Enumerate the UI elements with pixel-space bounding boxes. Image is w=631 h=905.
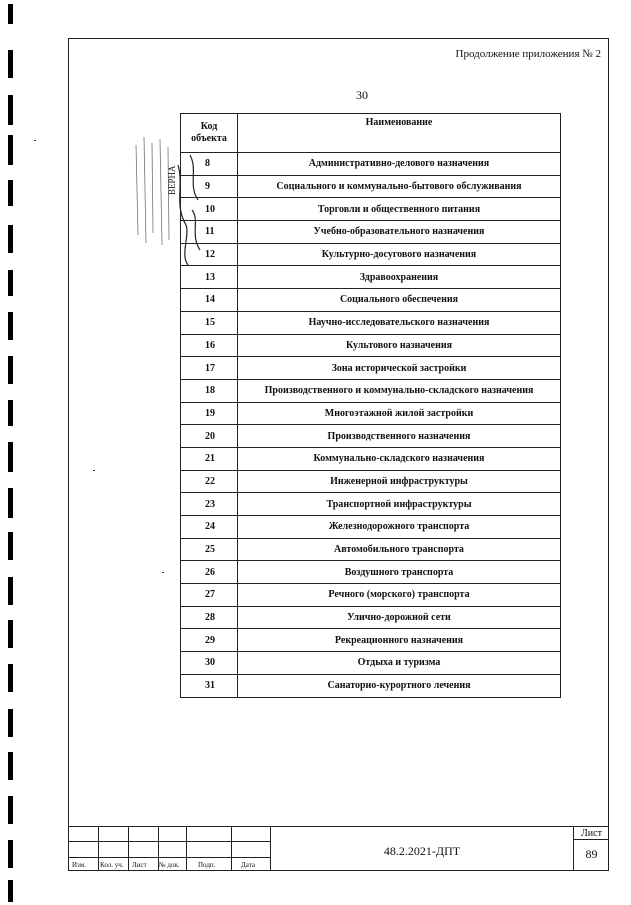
object-code: 13 bbox=[181, 266, 238, 289]
sheet-number: 89 bbox=[585, 847, 598, 861]
object-name: Отдыха и туризма bbox=[238, 652, 561, 675]
table-row bbox=[181, 447, 561, 470]
label-kol-uch: Кол. уч. bbox=[100, 861, 124, 869]
title-block-main bbox=[270, 826, 573, 871]
table-row bbox=[181, 311, 561, 334]
object-name: Автомобильного транспорта bbox=[238, 538, 561, 561]
label-doc-num: № док. bbox=[159, 861, 180, 869]
object-code: 30 bbox=[181, 652, 238, 675]
scan-speck bbox=[34, 140, 36, 141]
object-name: Зона исторической застройки bbox=[238, 357, 561, 380]
table-row bbox=[181, 266, 561, 289]
object-name: Культового назначения bbox=[238, 334, 561, 357]
table-row bbox=[181, 674, 561, 697]
object-name: Транспортной инфраструктуры bbox=[238, 493, 561, 516]
object-code: 11 bbox=[181, 221, 238, 244]
object-name: Коммунально-складского назначения bbox=[238, 447, 561, 470]
object-code: 28 bbox=[181, 606, 238, 629]
label-podp: Подп. bbox=[198, 861, 216, 869]
table-row bbox=[181, 243, 561, 266]
object-name: Железнодорожного транспорта bbox=[238, 516, 561, 539]
object-name: Социального обеспечения bbox=[238, 289, 561, 312]
object-code: 12 bbox=[181, 243, 238, 266]
document-code: 48.2.2021-ДПТ bbox=[383, 844, 461, 858]
code-header-line-2: объекта bbox=[191, 133, 227, 144]
table-row bbox=[181, 652, 561, 675]
stamp-text: ВЕРНА bbox=[167, 165, 177, 195]
label-date: Дата bbox=[241, 861, 255, 869]
object-code: 10 bbox=[181, 198, 238, 221]
sheet-label: Лист bbox=[581, 828, 602, 839]
table-row bbox=[181, 175, 561, 198]
code-header-line-1: Код bbox=[200, 121, 218, 132]
object-code: 29 bbox=[181, 629, 238, 652]
object-name: Торговли и общественного питания bbox=[238, 198, 561, 221]
object-code: 27 bbox=[181, 584, 238, 607]
object-code: 25 bbox=[181, 538, 238, 561]
object-code: 17 bbox=[181, 357, 238, 380]
page-number: 30 bbox=[356, 88, 368, 102]
object-code: 20 bbox=[181, 425, 238, 448]
table-row bbox=[181, 198, 561, 221]
table-row bbox=[181, 561, 561, 584]
object-name: Научно-исследовательского назначения bbox=[238, 311, 561, 334]
object-name: Воздушного транспорта bbox=[238, 561, 561, 584]
object-name: Производственного назначения bbox=[238, 425, 561, 448]
table-row bbox=[181, 402, 561, 425]
object-code: 22 bbox=[181, 470, 238, 493]
table-row bbox=[181, 493, 561, 516]
object-name: Учебно-образовательного назначения bbox=[238, 221, 561, 244]
object-codes-table bbox=[180, 113, 561, 698]
table-row bbox=[181, 357, 561, 380]
object-code: 24 bbox=[181, 516, 238, 539]
table-row bbox=[181, 470, 561, 493]
table-row bbox=[181, 516, 561, 539]
table-row bbox=[181, 584, 561, 607]
object-code: 21 bbox=[181, 447, 238, 470]
object-name: Санаторно-курортного лечения bbox=[238, 674, 561, 697]
object-name: Социального и коммунально-бытового обслуживания bbox=[238, 175, 561, 198]
table-row bbox=[181, 334, 561, 357]
object-code: 19 bbox=[181, 402, 238, 425]
object-name: Административно-делового назначения bbox=[238, 153, 561, 176]
object-code: 31 bbox=[181, 674, 238, 697]
table-row bbox=[181, 379, 561, 402]
object-name: Культурно-досугового назначения bbox=[238, 243, 561, 266]
table-header-row bbox=[181, 114, 561, 153]
table-row bbox=[181, 606, 561, 629]
object-name: Улично-дорожной сети bbox=[238, 606, 561, 629]
table-row bbox=[181, 629, 561, 652]
code-column-header bbox=[181, 114, 238, 153]
object-name: Речного (морского) транспорта bbox=[238, 584, 561, 607]
object-name: Производственного и коммунально-складского назначения bbox=[238, 379, 561, 402]
object-code: 18 bbox=[181, 379, 238, 402]
table-body bbox=[181, 153, 561, 698]
label-list: Лист bbox=[132, 861, 147, 869]
object-name: Здравоохранения bbox=[238, 266, 561, 289]
sheet-cell bbox=[573, 826, 609, 871]
table-row bbox=[181, 538, 561, 561]
label-izm: Изм. bbox=[72, 861, 86, 869]
table-row bbox=[181, 153, 561, 176]
object-name: Инженерной инфраструктуры bbox=[238, 470, 561, 493]
object-code: 9 bbox=[181, 175, 238, 198]
table-row bbox=[181, 289, 561, 312]
object-code: 15 bbox=[181, 311, 238, 334]
continuation-note: Продолжение приложения № 2 bbox=[455, 48, 601, 60]
object-code: 8 bbox=[181, 153, 238, 176]
object-name: Многоэтажной жилой застройки bbox=[238, 402, 561, 425]
name-column-header: Наименование bbox=[238, 114, 561, 153]
object-code: 23 bbox=[181, 493, 238, 516]
title-block bbox=[68, 826, 609, 871]
object-code: 26 bbox=[181, 561, 238, 584]
title-block-revision-grid bbox=[68, 826, 270, 871]
object-code: 16 bbox=[181, 334, 238, 357]
object-name: Рекреационного назначения bbox=[238, 629, 561, 652]
object-code: 14 bbox=[181, 289, 238, 312]
table-row bbox=[181, 425, 561, 448]
table-row bbox=[181, 221, 561, 244]
